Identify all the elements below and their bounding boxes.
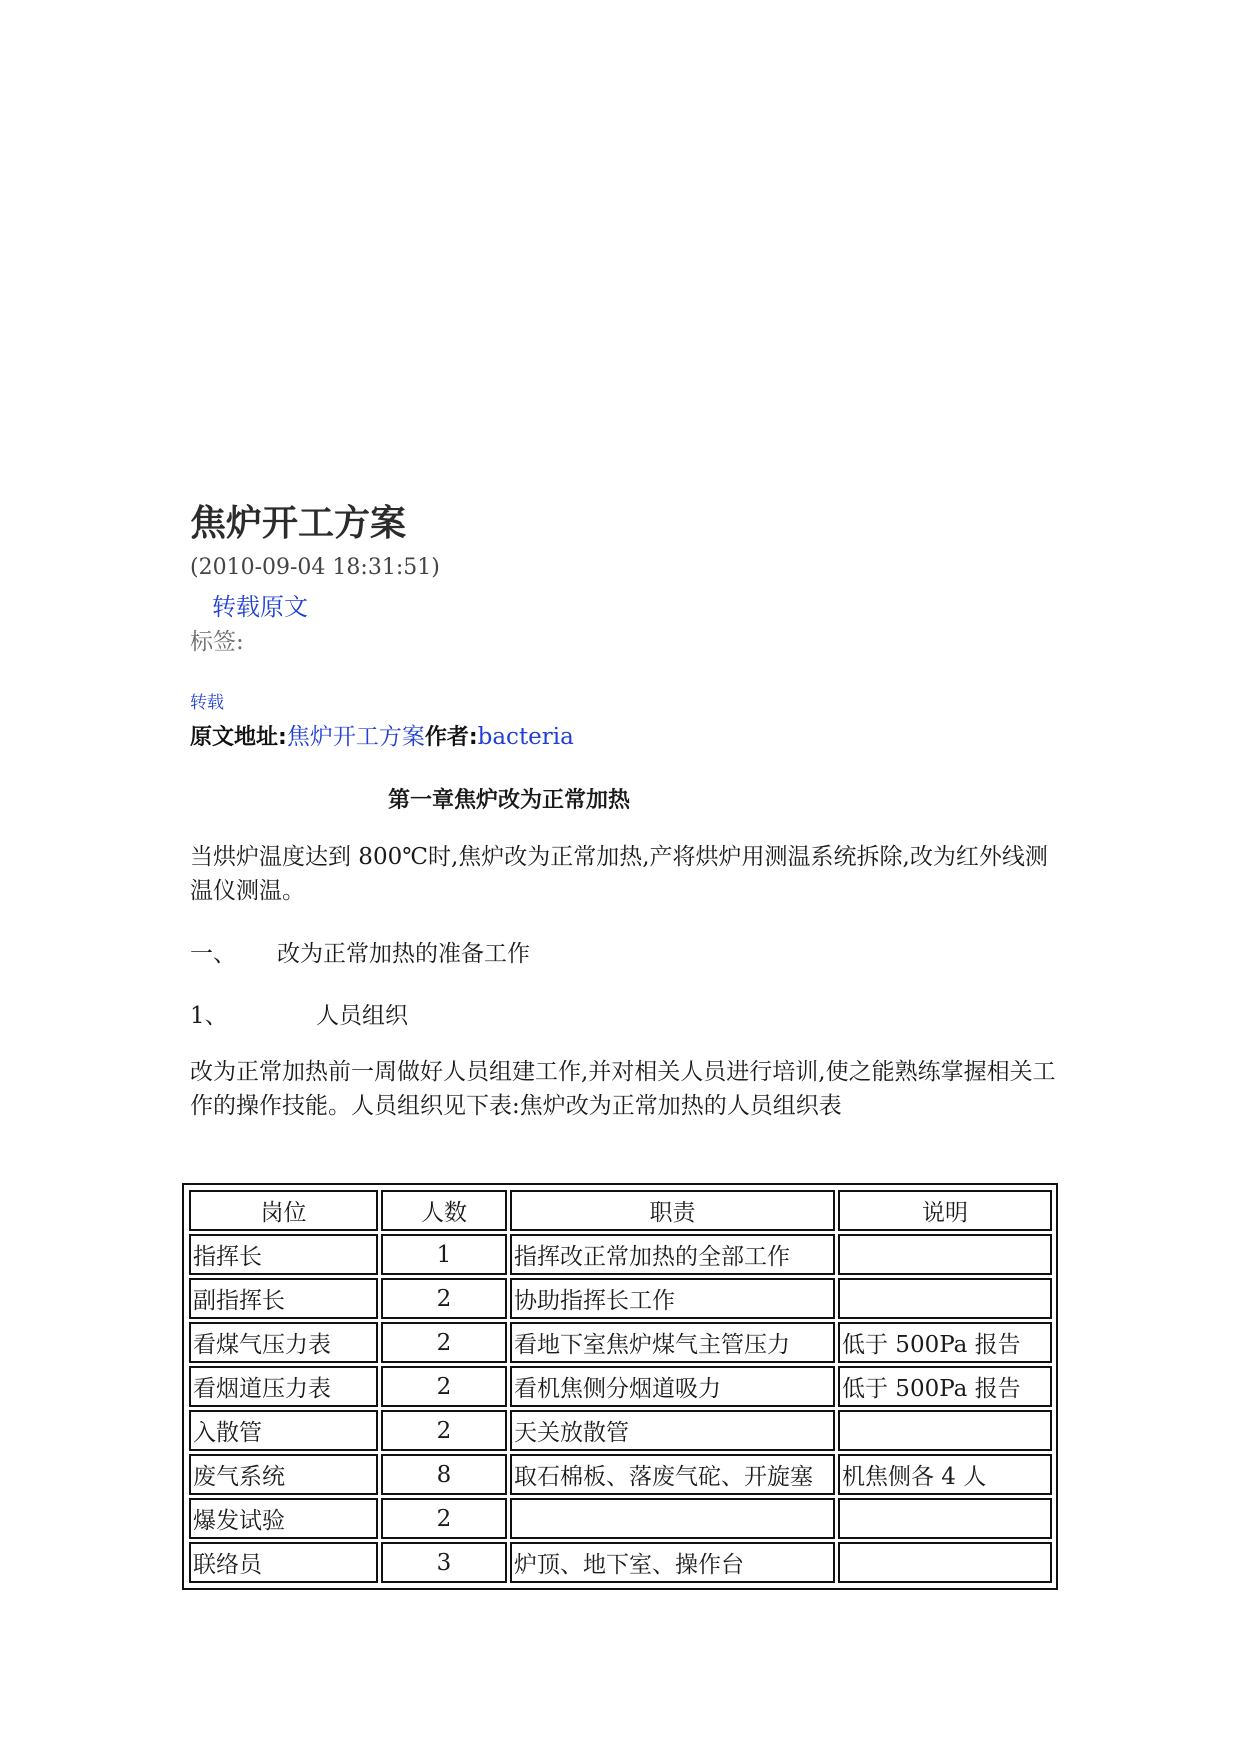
cell-post: 指挥长 [189,1234,378,1275]
table-row [189,1410,1052,1451]
cell-count: 2 [381,1410,507,1451]
section-title-1: 改为正常加热的准备工作 [277,941,530,967]
cell-duty: 看机焦侧分烟道吸力 [510,1366,835,1407]
cell-count: 2 [381,1498,507,1539]
staffing-table-frame [182,1183,1058,1590]
cell-count: 3 [381,1542,507,1583]
cell-duty [510,1498,835,1539]
page-title: 焦炉开工方案 [190,503,407,544]
table-row [189,1542,1052,1583]
header-note: 说明 [838,1190,1052,1231]
cell-duty: 协助指挥长工作 [510,1278,835,1319]
cell-post: 爆发试验 [189,1498,378,1539]
cell-duty: 指挥改正常加热的全部工作 [510,1234,835,1275]
section-heading-1 [190,935,530,968]
source-article-link[interactable]: 焦炉开工方案 [286,724,425,750]
cell-post: 入散管 [189,1410,378,1451]
table-row [189,1454,1052,1495]
repost-tag-link[interactable]: 转载 [190,693,224,713]
subsection-heading-1 [190,997,408,1030]
cell-note: 低于 500Pa 报告 [838,1322,1052,1363]
cell-count: 2 [381,1366,507,1407]
cell-count: 8 [381,1454,507,1495]
cell-duty: 取石棉板、落废气砣、开旋塞 [510,1454,835,1495]
header-count: 人数 [381,1190,507,1231]
cell-duty: 炉顶、地下室、操作台 [510,1542,835,1583]
cell-note: 机焦侧各 4 人 [838,1454,1052,1495]
cell-note: 低于 500Pa 报告 [838,1366,1052,1407]
cell-duty: 天关放散管 [510,1410,835,1451]
table-row [189,1234,1052,1275]
source-line [190,718,574,751]
tags-label: 标签: [190,629,244,655]
author-label: 作者: [424,725,478,750]
cell-post: 看煤气压力表 [189,1322,378,1363]
cell-note [838,1498,1052,1539]
paragraph-intro: 当烘炉温度达到 800℃时,焦炉改为正常加热,产将烘炉用测温系统拆除,改为红外线测温仪测温。 [190,844,1048,904]
table-row [189,1498,1052,1539]
cell-post: 副指挥长 [189,1278,378,1319]
repost-original-link[interactable]: 转载原文 [212,593,308,621]
post-datetime: (2010-09-04 18:31:51) [190,555,440,580]
cell-post: 联络员 [189,1542,378,1583]
cell-duty: 看地下室焦炉煤气主管压力 [510,1322,835,1363]
table-row [189,1322,1052,1363]
cell-count: 1 [381,1234,507,1275]
cell-note [838,1542,1052,1583]
cell-note [838,1234,1052,1275]
cell-count: 2 [381,1322,507,1363]
cell-count: 2 [381,1278,507,1319]
table-row [189,1278,1052,1319]
paragraph-staffing: 改为正常加热前一周做好人员组建工作,并对相关人员进行培训,使之能熟练掌握相关工作的操作技能。人员组织见下表:焦炉改为正常加热的人员组织表 [190,1059,1056,1119]
header-duty: 职责 [510,1190,835,1231]
table-header-row [189,1190,1052,1231]
cell-post: 废气系统 [189,1454,378,1495]
cell-note [838,1278,1052,1319]
header-post: 岗位 [189,1190,378,1231]
chapter-heading: 第一章焦炉改为正常加热 [388,788,631,813]
cell-note [838,1410,1052,1451]
table-row [189,1366,1052,1407]
author-link[interactable]: bacteria [477,724,574,750]
subsection-title-1: 人员组织 [316,1003,408,1029]
cell-post: 看烟道压力表 [189,1366,378,1407]
staffing-table [186,1187,1055,1586]
subsection-number-1: 1、 [190,1003,228,1029]
section-number-1: 一、 [190,941,236,967]
source-label: 原文地址: [190,725,287,750]
